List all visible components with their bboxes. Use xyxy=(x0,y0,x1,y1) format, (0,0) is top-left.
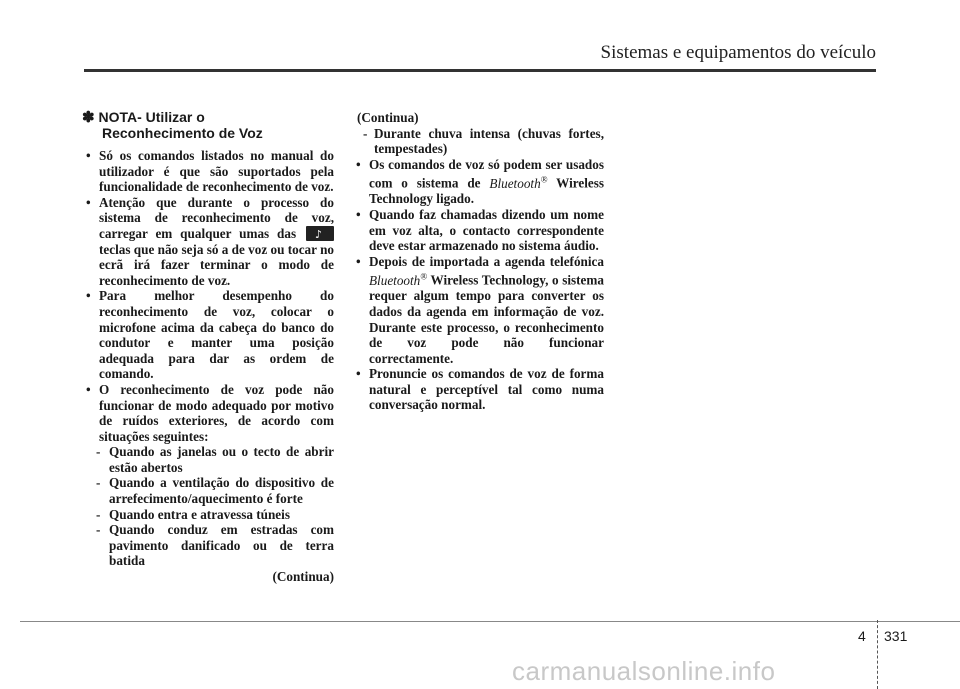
bullet-item: • Pronuncie os comandos de voz de forma natural e perceptível tal como numa conversação normal. xyxy=(352,366,604,413)
right-column xyxy=(352,110,604,413)
footer-divider xyxy=(877,620,879,689)
sub-item-text: Quando as janelas ou o tecto de abrir estão abertos xyxy=(109,444,334,475)
note-heading xyxy=(82,110,334,141)
bullet-text: Os comandos de voz só podem ser usados com o sistema de xyxy=(369,156,604,191)
bullet-item xyxy=(82,195,334,289)
bullet-item: • Só os comandos listados no manual do utilizador é que são suportados pela funcionalidade de reconhecimento de voz. xyxy=(82,148,334,195)
sub-item-text: Quando conduz em estradas com pavimento danificado ou de terra batida xyxy=(109,522,334,569)
bullet-text: Atenção que durante o processo do sistema de reconhecimento de voz, carregar em qualquer umas das xyxy=(99,194,334,241)
bullet-item: • Quando faz chamadas dizendo um nome em voz alta, o contacto correspondente deve estar armazenado no sistema áudio. xyxy=(352,207,604,254)
voice-button-icon: ♪ xyxy=(306,226,334,241)
note-title-line1: Utilizar o xyxy=(145,109,205,125)
note-title-line2: Reconhecimento de Voz xyxy=(102,124,263,141)
continua-label: (Continua) xyxy=(272,569,334,585)
sub-item-text: Quando entra e atravessa túneis xyxy=(109,506,290,522)
bullet-item xyxy=(352,157,604,207)
bluetooth-mark: Bluetooth® xyxy=(369,271,428,288)
sub-item-text: Durante chuva intensa (chuvas fortes, tempestades) xyxy=(374,125,604,157)
sub-item-text: Quando a ventilação do dispositivo de arrefecimento/aquecimento é forte xyxy=(109,475,334,507)
sub-item: - Quando a ventilação do dispositivo de arrefecimento/aquecimento é forte xyxy=(96,475,334,507)
page-number: 331 xyxy=(884,628,908,644)
bullet-text: Depois de importada a agenda telefónica xyxy=(369,253,604,269)
footer-rule xyxy=(20,621,960,622)
sub-item: - Quando entra e atravessa túneis xyxy=(96,506,290,522)
bullet-text-cont: teclas que não seja só a de voz ou tocar no ecrã irá fazer terminar o modo de reconhecimento de voz. xyxy=(99,241,334,288)
bluetooth-mark: Bluetooth® xyxy=(489,174,548,191)
sub-item: - Durante chuva intensa (chuvas fortes, tempestades) xyxy=(363,125,604,157)
note-star-icon: ✽ xyxy=(82,109,95,126)
note-label: NOTA- xyxy=(98,109,142,125)
bullet-text-cont: Wireless Technology, o sistema requer algum tempo para converter os dados da agenda em informação de voz. Durante este processo, o reconhecimento de voz pode não funcionar correctamente. xyxy=(369,272,604,366)
continua-heading: (Continua) xyxy=(357,110,419,125)
watermark-logo: carmanualsonline.info xyxy=(512,656,776,686)
left-column xyxy=(82,110,334,585)
bullet-text-cont: Wireless Technology ligado. xyxy=(369,175,605,207)
sub-item: - Quando conduz em estradas com pavimento danificado ou de terra batida xyxy=(96,522,334,569)
bullet-item: • O reconhecimento de voz pode não funcionar de modo adequado por motivo de ruídos exteriores, de acordo com situações seguintes: xyxy=(82,382,334,444)
bullet-item xyxy=(352,254,604,367)
section-header-title: Sistemas e equipamentos do veículo xyxy=(600,42,876,63)
sub-item: - Quando as janelas ou o tecto de abrir estão abertos xyxy=(96,444,334,475)
bullet-item: • Para melhor desempenho do reconhecimento de voz, colocar o microfone acima da cabeça do banco do condutor e manter uma posição adequada para dar as ordem de comando. xyxy=(82,288,334,382)
header-rule xyxy=(84,69,876,72)
chapter-number: 4 xyxy=(858,628,866,644)
